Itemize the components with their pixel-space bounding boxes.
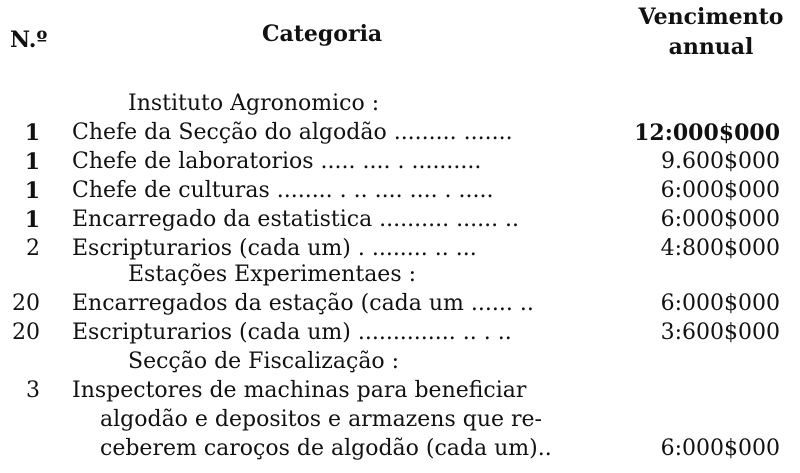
row-value: 6:000$000 xyxy=(660,207,780,232)
row-description-continuation: algodão e depositos e armazens que re- xyxy=(100,407,542,432)
row-description: Inspectores de machinas para beneficiar xyxy=(72,378,527,403)
section-heading-estacoes: Estações Experimentaes : xyxy=(128,262,417,287)
row-number: 1 xyxy=(24,178,40,204)
row-value: 9.600$000 xyxy=(661,149,780,174)
section-heading-fiscalizacao: Secção de Fiscalização : xyxy=(128,349,400,374)
row-value: 6:000$000 xyxy=(660,291,780,316)
column-header-salary-line2: annual xyxy=(668,34,754,60)
column-header-category: Categoria xyxy=(262,21,383,47)
row-value: 6:000$000 xyxy=(660,436,780,461)
row-number: 3 xyxy=(26,378,40,403)
row-number: 1 xyxy=(24,149,40,175)
row-value: 6:000$000 xyxy=(660,178,780,203)
table-row xyxy=(0,117,800,149)
table-row xyxy=(0,175,800,207)
row-number: 1 xyxy=(24,207,40,233)
column-header-salary xyxy=(636,2,786,62)
table-row xyxy=(0,375,800,407)
row-description: Encarregados da estação (cada um ...... .. xyxy=(72,291,534,316)
table-row xyxy=(0,317,800,349)
row-number: 1 xyxy=(24,120,40,146)
row-description: Escripturarios (cada um) .............. .. . .. xyxy=(72,320,512,345)
row-number: 2 xyxy=(26,236,40,261)
row-value: 4:800$000 xyxy=(660,236,780,261)
section-heading-instituto: Instituto Agronomico : xyxy=(128,91,380,116)
column-header-salary-line1: Vencimento xyxy=(638,4,784,30)
row-description: Encarregado da estatistica .......... ...... .. xyxy=(72,207,520,232)
row-description: Chefe de laboratorios ..... .... . .......... xyxy=(72,149,482,174)
row-description: Chefe de culturas ........ . .. .... .... . ..... xyxy=(72,178,494,203)
row-number: 20 xyxy=(12,320,40,345)
row-description: Escripturarios (cada um) . ........ .. ... xyxy=(72,236,477,261)
table-row xyxy=(0,288,800,320)
row-description-continuation: ceberem caroços de algodão (cada um).. xyxy=(100,436,552,461)
row-description: Chefe da Secção do algodão ......... ....... xyxy=(72,120,513,145)
table-row xyxy=(0,146,800,178)
row-value: 3:600$000 xyxy=(660,320,780,345)
row-value: 12:000$000 xyxy=(634,120,780,146)
row-number: 20 xyxy=(12,291,40,316)
table-row xyxy=(0,204,800,236)
column-header-number: N.º xyxy=(10,27,48,53)
